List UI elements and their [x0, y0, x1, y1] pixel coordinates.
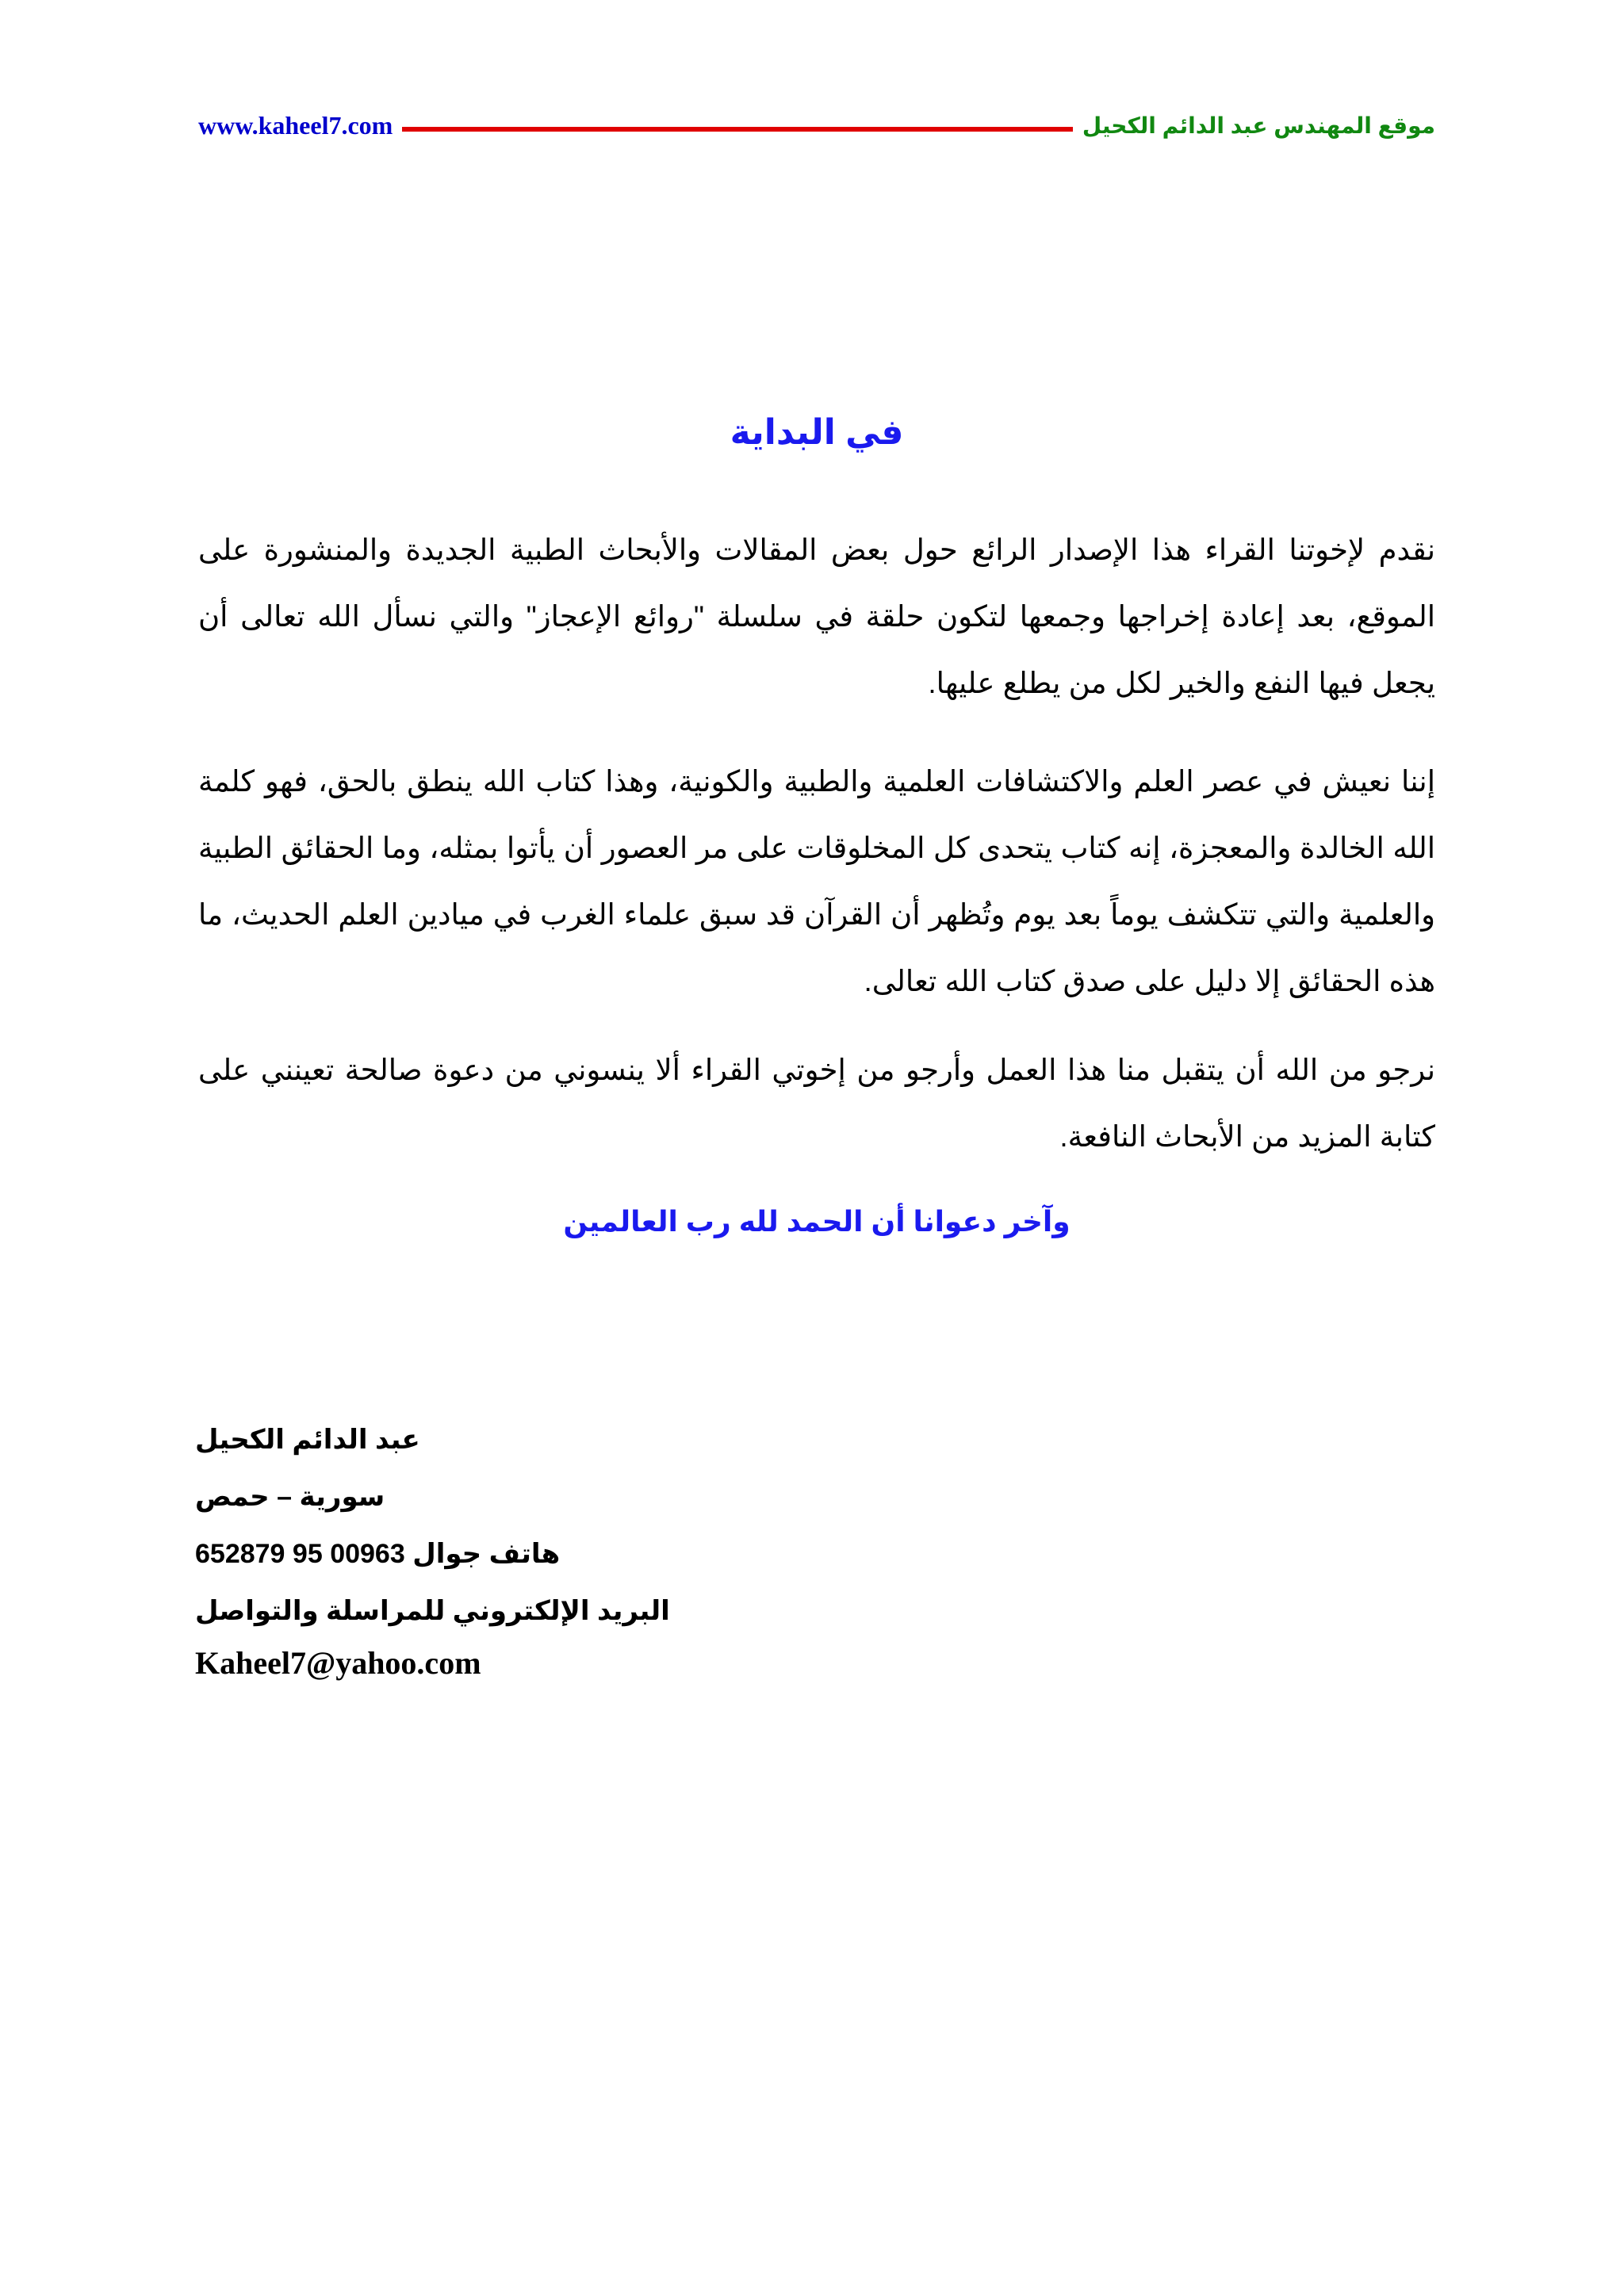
paragraph-science: إننا نعيش في عصر العلم والاكتشافات العلمية والطبية والكونية، وهذا كتاب الله ينطق بالحق، فهو كلمة الله الخالدة والمعجزة، إنه كتاب يتحدى كل المخلوقات على مر العصور أن يأتوا بمثله، وما الحقائق الطبية والعلمية والتي تتكشف يوماً بعد يوم وتُظهر أن القرآن قد سبق علماء الغرب في ميادين العلم الحديث، ما هذه الحقائق إلا دليل على صدق كتاب الله تعالى.	[198, 765, 1435, 997]
site-url-link[interactable]: www.kaheel7.com	[198, 110, 393, 140]
signature-block	[195, 1411, 687, 1687]
closing-line: وآخر دعوانا أن الحمد لله رب العالمين	[563, 1205, 1071, 1238]
author-email[interactable]: Kaheel7@yahoo.com	[195, 1645, 481, 1681]
author-phone: هاتف جوال 00963 95 652879	[195, 1539, 561, 1569]
header-divider	[402, 127, 1073, 132]
author-name: عبد الدائم الكحيل	[195, 1425, 420, 1455]
author-location: سورية – حمص	[195, 1482, 385, 1512]
site-title: موقع المهندس عبد الدائم الكحيل	[1082, 113, 1435, 138]
email-label: البريد الإلكتروني للمراسلة والتواصل	[195, 1596, 670, 1626]
page-header	[198, 101, 1435, 149]
paragraph-prayer: نرجو من الله أن يتقبل منا هذا العمل وأرجو من إخوتي القراء ألا ينسوني من دعوة صالحة تعينني على كتابة المزيد من الأبحاث النافعة.	[198, 1054, 1435, 1153]
page-title: في البداية	[730, 413, 904, 452]
paragraph-intro: نقدم لإخوتنا القراء هذا الإصدار الرائع حول بعض المقالات والأبحاث الطبية الجديدة والمنشورة على الموقع، بعد إعادة إخراجها وجمعها لتكون حلقة في سلسلة "روائع الإعجاز" والتي نسأل الله تعالى أن يجعل فيها النفع والخير لكل من يطلع عليها.	[198, 534, 1435, 699]
